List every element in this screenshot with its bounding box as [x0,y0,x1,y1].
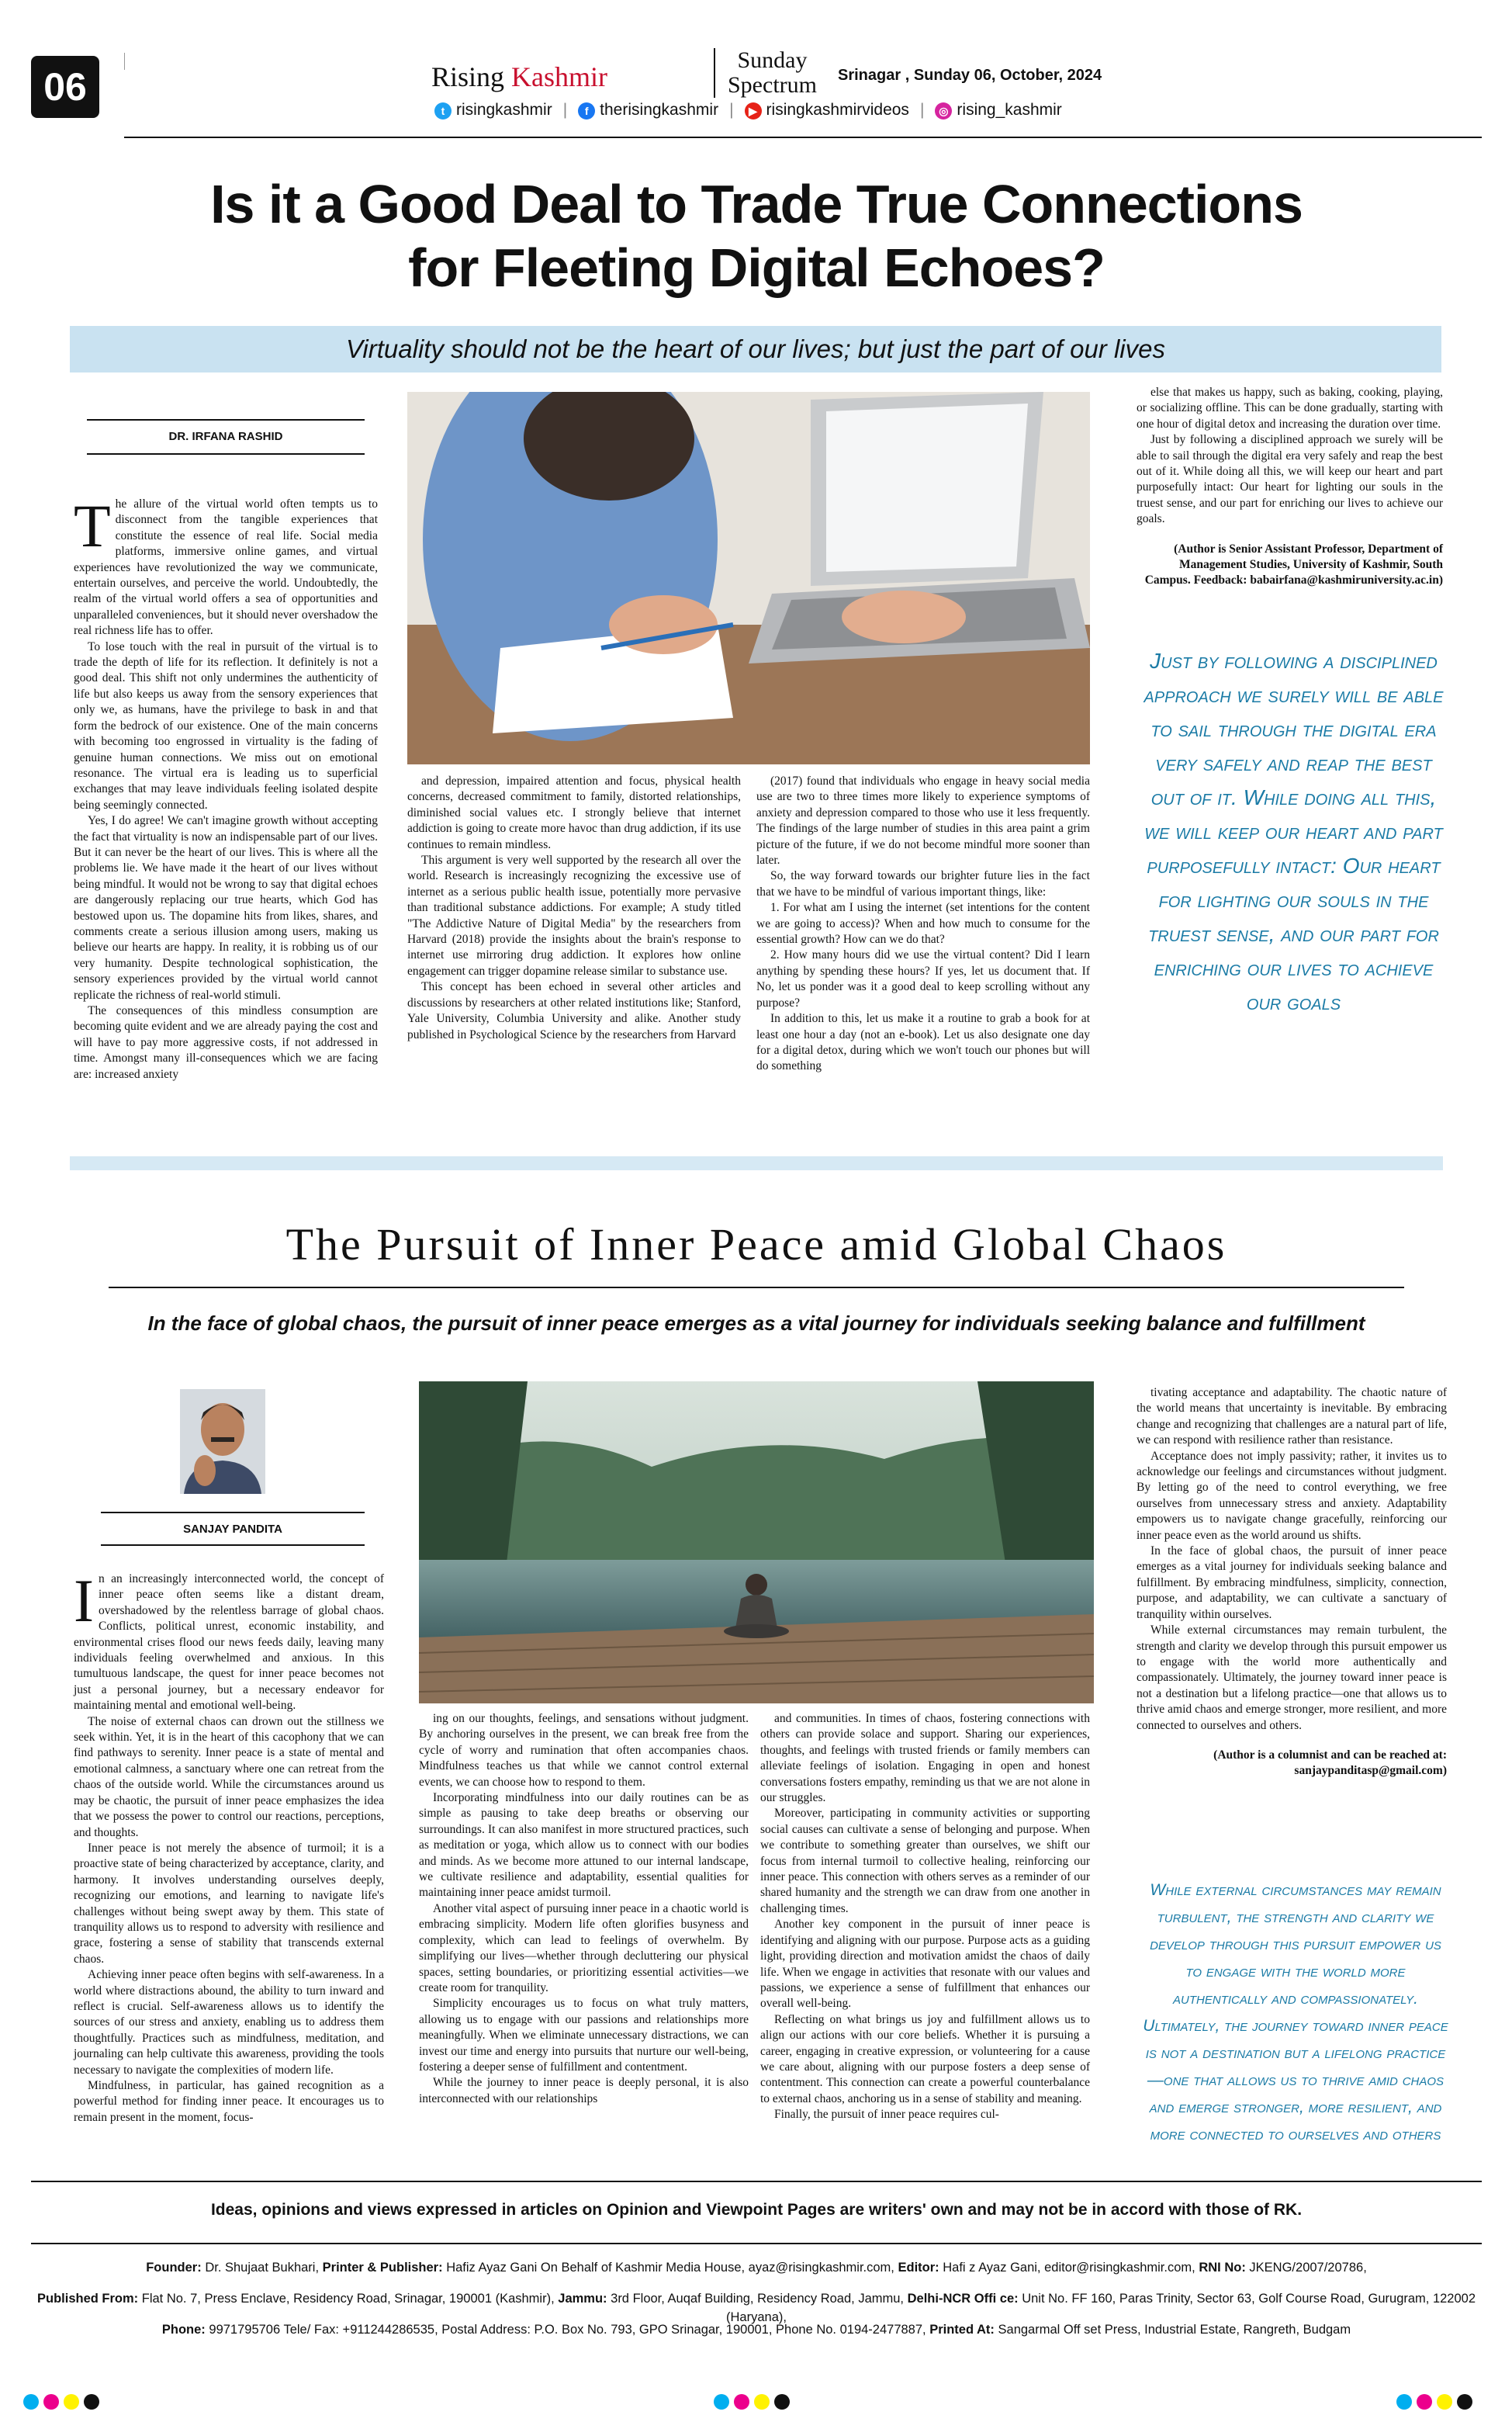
paragraph: Mindfulness, in particular, has gained recognition as a powerful method for finding inner peace. It encourages us to remain present in the moment, focus- [74,2079,384,2124]
paragraph: Inner peace is not merely the absence of turmoil; it is a proactive state of being characterized by acceptance, clarity, and harmony. It involves understanding ourselves deeply, recognizing our emotions, and learning to navigate life's challenges without being swept away by them. This state of tranquility allows us to respond to adversity with resilience and grace, fostering a sense of stability that transcends external chaos. [74,1841,384,1966]
paragraph: The allure of the virtual world often tempts us to disconnect from the tangible experiences that constitute the essence of real life. Social media platforms, immersive online games, and virtual experiences have revolutionized the way we communicate, entertain ourselves, and perceive the world. Undoubtedly, the realm of the virtual world offers a sea of opportunities and unparalleled conveniences, but it should never overshadow the real richness life has to offer. [74,492,378,638]
social-link[interactable] [578,101,718,120]
footer-label: Jammu: [558,2292,607,2306]
footer-text: Hafiz Ayaz Gani On Behalf of Kashmir Media House, ayaz@risingkashmir.com, [446,2261,894,2275]
footer-line3 [31,2320,1482,2339]
color-registration-bar [714,2394,790,2410]
separator: | [919,101,925,119]
disclaimer: Ideas, opinions and views expressed in articles on Opinion and Viewpoint Pages are writers' own and may not be in accord with those of RK. [31,2181,1482,2219]
facebook-icon: f [578,102,595,120]
footer-text: JKENG/2007/20786, [1249,2261,1367,2275]
author-photo [180,1389,265,1494]
footer-text: Unit No. FF 160, Paras Trinity, Sector 63, Golf Course Road, Gurugram, 122002 (Haryana), [726,2292,1476,2324]
footer-label: RNI No: [1199,2261,1246,2275]
lake-photo [419,1381,1094,1703]
crop-mark [124,53,125,70]
article1-col2 [407,774,741,1043]
article2-col3 [760,1711,1090,2123]
article1-subhead: Virtuality should not be the heart of our lives; but just the part of our lives [70,326,1441,372]
article2-byline: SANJAY PANDITA [183,1523,282,1536]
paragraph: In addition to this, let us make it a routine to grab a book for at least one hour a day (not an e-book). Let us also designate one day for a digital detox, during which we won't touch our phones but will do something [756,1012,1090,1073]
footer-text: 9971795706 Tele/ Fax: +911244286535, Postal Address: P.O. Box No. 793, GPO Srinagar, 190001, Phone No. 0194-2477887, [209,2323,926,2337]
paragraph: and depression, impaired attention and focus, physical health concerns, decreased commitment to family, distorted relationships, diminished social values etc. I strongly believe that internet addiction is going to create more havoc than drug addiction, if its use continues to remain mindless. [407,774,741,851]
dateline: Srinagar , Sunday 06, October, 2024 [838,67,1102,84]
article2-headline: The Pursuit of Inner Peace amid Global Chaos [285,1219,1227,1270]
separator: | [729,101,734,119]
byline-rule [101,1544,365,1546]
article2-col1 [74,1567,384,2126]
footer-text: Hafi z Ayaz Gani, editor@risingkashmir.com, [943,2261,1195,2275]
paragraph: While external circumstances may remain turbulent, the strength and clarity we develop through this pursuit empower us to engage with the world more authentically and compassionately. Ultimately, the journey toward inner peace is not a destination but a lifelong practice—one that allows us to thrive amid chaos and emerge stronger, more resilient, and more connected to ourselves and others. [1137,1623,1447,1732]
article2-pull-quote: While external circumstances may remain turbulent, the strength and clarity we develop through this pursuit empower us to engage with the world more authentically and compassionately. Ultimately, the journey toward inner peace is not a destination but a lifelong practice—one that allows us to thrive amid chaos and emerge stronger, more resilient, and more connected to ourselves and others [1143,1881,1448,2143]
footer-label: Published From: [36,2292,139,2306]
social-links [434,101,1062,120]
drop-cap: T [74,492,111,560]
paragraph: Incorporating mindfulness into our daily routines can be as simple as pausing to take deep breaths or observing our surroundings. It can also manifest in more structured practices, such as meditation or yoga, which allow us to connect with our bodies and minds. As we become more attuned to our internal landscape, we cultivate resilience and adaptability, essential qualities for maintaining inner peace amidst turmoil. [419,1791,749,1900]
paragraph: In the face of global chaos, the pursuit of inner peace emerges as a vital journey for individuals seeking balance and fulfillment. By embracing mindfulness, simplicity, connection, purpose, and adaptability, we can cultivate a sanctuary of tranquility within ourselves. [1137,1544,1447,1621]
social-handle: risingkashmir [456,101,552,119]
article1-author-note: (Author is Senior Assistant Professor, Department of Management Studies, University of Kashmir, South Campus. Feedback: babairfana@kashmiruniversity.ac.in) [1144,542,1443,587]
paragraph: The noise of external chaos can drown out the stillness we seek within. Yet, it is in the heart of this cacophony that we can find pathways to serenity. Inner peace is a state of mental and emotional calmness, a sanctuary where one can retreat from the chaos of the outside world. While the circumstances around us may be chaotic, the pursuit of inner peace emphasizes the idea that we possess the power to control our reactions, perceptions, and thoughts. [74,1714,384,1839]
brand-rising: Rising [431,61,505,92]
brand-kashmir: Kashmir [511,61,608,92]
laptop-photo [407,392,1090,764]
section-divider [70,1156,1443,1170]
paragraph: Yes, I do agree! We can't imagine growth without accepting the fact that virtuality is now an indispensable part of our lives. But it can never be the heart of our lives. This is where all the problems lie. We have made it the heart of our lives without being mindful. It would not be wrong to say that digital echoes are dangerously replacing our true hearts, which God has bestowed upon us. The dopamine hits from likes, shares, and comments create a serious illusion among users, making us believe our hearts are happy. In reality, it is robbing us of our very humanity. Despite technological sophistication, the sensory experiences provided by the virtual world cannot replicate the richness of real-world stimuli. [74,814,378,1002]
footer-rule [31,2243,1482,2244]
footer-text: Sangarmal Off set Press, Industrial Estate, Rangreth, Budgam [998,2323,1351,2337]
paragraph: Acceptance does not imply passivity; rather, it invites us to acknowledge our feelings and circumstances without judgment. By letting go of the need to control everything, we free ourselves from unnecessary stress and anxiety. Adaptability empowers us to navigate change gracefully, reinforcing our inner peace even as the world around us shifts. [1137,1449,1447,1542]
section-title-line2: Spectrum [728,72,817,98]
footer-label: Founder: [146,2261,202,2275]
paragraph: and communities. In times of chaos, fostering connections with others can provide solace and support. Sharing our experiences, thoughts, and feelings with trusted friends or family members can alleviate feelings of isolation. Engaging in open and honest conversations fosters empathy, reminding us that we are not alone in our struggles. [760,1712,1090,1805]
footer-label: Printed At: [929,2323,995,2337]
paragraph: 2. How many hours did we use the virtual content? Did I learn anything by spending these hours? If yes, let us document that. If No, let us ponder was it a good deal to keep scrolling without any purpose? [756,948,1090,1010]
footer-text: 3rd Floor, Auqaf Building, Residency Road, Jammu, [611,2292,905,2306]
paragraph: This argument is very well supported by the research all over the world. Research is increasingly recognizing the excessive use of internet as a serious public health issue, potentially more pervasive than traditional substance addictions. For example; A study titled "The Addictive Nature of Digital Media" by the researchers from Harvard (2018) provide the insights about the brain's response to internet use mirroring drug addiction. It explores how online engagement can trigger dopamine release similar to substance use. [407,854,741,978]
byline-rule [101,1512,365,1513]
instagram-icon: ◎ [935,102,952,120]
paragraph: Another vital aspect of pursuing inner peace in a chaotic world is embracing simplicity. Modern life often glorifies busyness and complexity, which can lead to feelings of overwhelm. By simplifying our lives—whether through decluttering our physical spaces, setting boundaries, or prioritizing essential activities—we create room for tranquility. [419,1901,749,1994]
paragraph: This concept has been echoed in several other articles and discussions by researchers at other related institutions like; Stanford, Yale University, Columbia University and alike. Another study published in Psychological Science by the researchers from Harvard [407,980,741,1041]
footer-line1 [31,2258,1482,2277]
paragraph: While the journey to inner peace is deeply personal, it is also interconnected with our relationships [419,2076,749,2105]
separator: | [562,101,568,119]
footer-text: Flat No. 7, Press Enclave, Residency Road, Srinagar, 190001 (Kashmir), [141,2292,555,2306]
footer-label: Phone: [161,2323,206,2337]
article1-col1 [74,492,378,1083]
paragraph: Another key component in the pursuit of inner peace is identifying and aligning with our purpose. Purpose acts as a guiding light, providing direction and motivation amidst the chaos of daily life. When we engage in activities that resonate with our values and passions, we experience a sense of fulfillment that enhances our overall well-being. [760,1918,1090,2011]
article1-byline: DR. IRFANA RASHID [168,430,283,443]
social-handle: rising_kashmir [957,101,1062,119]
header-rule [124,137,1482,138]
article1-col4 [1137,385,1443,588]
paragraph: Reflecting on what brings us joy and fulfillment allows us to align our actions with our core beliefs. Whether it is pursuing a career, engaging in creative expression, or volunteering for a cause we care about, aligning with our purpose fosters a deep sense of contentment. This connection can create a powerful counterbalance to external chaos, anchoring us in a sense of stability and meaning. [760,2012,1090,2105]
article1-headline [78,172,1435,300]
laptop-illustration [407,392,1090,764]
paragraph: Achieving inner peace often begins with self-awareness. In a world where distractions abound, the ability to turn inward and reflect is crucial. Self-awareness allows us to identify the sources of our stress and anxiety, enabling us to address them thoughtfully. Practices such as mindfulness, meditation, and journaling can help cultivate this awareness, providing the tools necessary to navigate the complexities of modern life. [74,1968,384,2077]
headline-line1: Is it a Good Deal to Trade True Connections [210,174,1303,234]
social-handle: risingkashmirvideos [766,101,909,119]
article2-col4 [1137,1385,1447,1779]
article2-col2 [419,1711,749,2107]
paragraph: Simplicity encourages us to focus on what truly matters, allowing us to engage with our passions and relationships more meaningfully. When we eliminate unnecessary distractions, we can invest our time and energy into pursuits that nurture our well-being, fostering a deeper sense of fulfillment and contentment. [419,1997,749,2074]
footer-label: Delhi-NCR Offi ce: [907,2292,1019,2306]
paragraph: ing on our thoughts, feelings, and sensations without judgment. By anchoring ourselves in the present, we can break free from the cycle of worry and rumination that often accompanies chaos. Mindfulness teaches us that while we cannot control external events, we can choose how to respond to them. [419,1712,749,1789]
article1-col3 [756,774,1090,1075]
headline-rule [109,1287,1404,1288]
paragraph: To lose touch with the real in pursuit of the virtual is to trade the depth of life for its reflection. It definitely is not a good deal. This shift not only undermines the authenticity of life but also keeps us away from the sensory experiences that only we, as humans, have the privilege to bask in and that form the bedrock of our existence. One of the main concerns with becoming too engrossed in virtuality is the fading of genuine human connections. We miss out on emotional resonance. The virtual era is leading us to superficial exchanges that may leave individuals feeling isolated despite being seemingly connected. [74,639,378,812]
paragraph: 1. For what am I using the internet (set intentions for the content we are going to access)? When and how much to consume for the essential growth? How can we do that? [756,901,1090,947]
article2-author-note: (Author is a columnist and can be reached at: sanjaypanditasp@gmail.com) [1213,1748,1447,1777]
paragraph: The consequences of this mindless consumption are becoming quite evident and we are already paying the cost and will have to pay more aggressive costs, if not addressed in time. Amongst many ill-consequences which we are facing are: increased anxiety [74,1004,378,1081]
paragraph: (2017) found that individuals who engage in heavy social media use are two to three times more likely to experience symptoms of anxiety and depression compared to those who use it less frequently. The findings of the large number of studies in this area paint a grim picture of the future, if we do not become mindful more sooner than later. [756,774,1090,868]
paragraph: Finally, the pursuit of inner peace requires cul- [774,2108,999,2122]
section-title-line1: Sunday [737,47,808,73]
twitter-icon: t [434,102,452,120]
youtube-icon: ▶ [745,102,762,120]
paragraph: In an increasingly interconnected world, the concept of inner peace often seems like a distant dream, overshadowed by the relentless barrage of global chaos. Conflicts, political unrest, economic instability, and environmental crises flood our news feeds daily, leaving many individuals feeling overwhelmed and anxious. In this tumultuous landscape, the quest for inner peace becomes not just a personal journey, but a necessary endeavor for maintaining mental and emotional well-being. [74,1567,384,1713]
page-number: 06 [31,56,99,118]
footer-label: Printer & Publisher: [322,2261,443,2275]
social-handle: therisingkashmir [600,101,719,119]
article2-subhead: In the face of global chaos, the pursuit of inner peace emerges as a vital journey for individuals seeking balance and fulfillment [147,1312,1365,1335]
paragraph: So, the way forward towards our brighter future lies in the fact that we have to be mindful of various important things, like: [756,869,1090,899]
paragraph: else that makes us happy, such as baking, cooking, playing, or socializing offline. This can be done gradually, starting with one hour of digital detox and increasing the duration over time. [1137,386,1443,431]
article1-pull-quote: Just by following a disciplined approach we surely will be able to sail through the digital era very safely and reap the best out of it. While doing all this, we will keep our heart and part purposefully intact: Our heart for lighting our souls in the truest sense, and our part for enriching our lives to achieve our goals [1144,649,1444,1014]
paragraph: Moreover, participating in community activities or supporting social causes can cultivate a sense of belonging and purpose. When we contribute to something greater than ourselves, we shift our focus from internal turmoil to collective healing, reinforcing our inner peace. This connection with others serves as a reminder of our shared humanity and the strength we can draw from one another in challenging times. [760,1807,1090,1915]
drop-cap: I [74,1567,94,1634]
footer-text: Dr. Shujaat Bukhari, [205,2261,320,2275]
author-portrait [180,1389,265,1494]
social-link[interactable] [745,101,909,120]
headline-line2: for Fleeting Digital Echoes? [408,237,1105,298]
meditation-illustration [419,1381,1094,1703]
social-link[interactable] [935,101,1061,120]
byline-rule [87,419,365,421]
byline-rule [87,453,365,455]
paragraph: tivating acceptance and adaptability. The chaotic nature of the world means that uncertainty is inevitable. By embracing change and recognizing that challenges are a natural part of life, we can respond with resilience rather than resistance. [1137,1386,1447,1447]
color-registration-bar [1396,2394,1472,2410]
footer-label: Editor: [898,2261,939,2275]
color-registration-bar [23,2394,99,2410]
section-title [714,48,817,98]
paragraph: Just by following a disciplined approach we surely will be able to sail through the digital era very safely and reap the best out of it. While doing all this, we will keep our heart and part purposefully intact: Our heart for lighting our souls in the truest sense, and our part for enriching our lives to achieve our goals. [1137,433,1443,526]
masthead [431,61,607,93]
social-link[interactable] [434,101,552,120]
